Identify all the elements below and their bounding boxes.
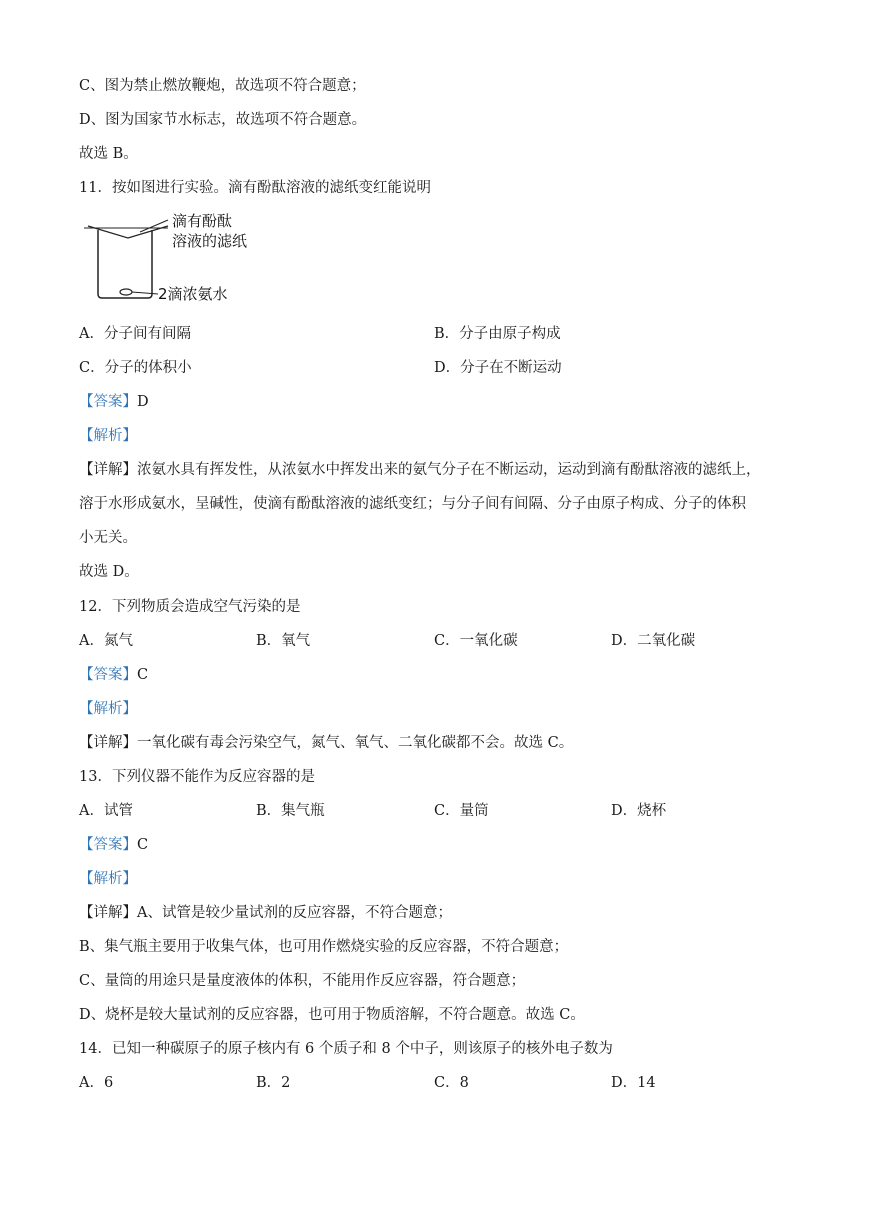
- answer-tag: 【答案】: [79, 667, 137, 683]
- analysis-tag: 【解析】: [79, 428, 137, 444]
- option-b: B．氧气: [256, 633, 311, 649]
- option-a: A．分子间有间隔: [79, 326, 191, 342]
- detail-line-13-a: [79, 903, 452, 923]
- detail-line-11-1: [79, 460, 761, 480]
- analysis-tag-11: [79, 426, 137, 446]
- option-b: B．2: [256, 1075, 291, 1091]
- analysis-tag-12: [79, 699, 137, 719]
- detail-text: A、试管是较少量试剂的反应容器，不符合题意；: [137, 905, 452, 921]
- answer-tag: 【答案】: [79, 394, 137, 410]
- question-stem-13: 13．下列仪器不能作为反应容器的是: [79, 769, 315, 785]
- analysis-tag: 【解析】: [79, 871, 137, 887]
- analysis-tag-13: [79, 869, 137, 889]
- detail-tag: 【详解】: [79, 735, 137, 751]
- option-d: D．二氧化碳: [611, 633, 696, 649]
- detail-line-11-2: 溶于水形成氨水，呈碱性，使滴有酚酞溶液的滤纸变红；与分子间有间隔、分子由原子构成、分子的体积: [79, 496, 746, 512]
- option-b: B．分子由原子构成: [434, 326, 561, 342]
- answer-tag: 【答案】: [79, 837, 137, 853]
- option-a: A．试管: [79, 803, 133, 819]
- detail-tag: 【详解】: [79, 462, 137, 478]
- answer-line-13: [79, 835, 148, 855]
- answer-value: C: [137, 667, 149, 683]
- answer-value: D: [137, 394, 149, 410]
- text-line: C、图为禁止燃放鞭炮，故选项不符合题意；: [79, 78, 366, 94]
- answer-line-12: [79, 665, 148, 685]
- option-a: A．6: [79, 1075, 114, 1091]
- option-d: D．烧杯: [611, 803, 667, 819]
- detail-text: 一氧化碳有毒会污染空气，氮气、氧气、二氧化碳都不会。故选 C。: [137, 735, 574, 751]
- answer-line-11: [79, 392, 149, 412]
- option-c: C．一氧化碳: [434, 633, 518, 649]
- detail-line-13-d: D、烧杯是较大量试剂的反应容器，也可用于物质溶解，不符合题意。故选 C。: [79, 1007, 585, 1023]
- option-c: C．分子的体积小: [79, 360, 192, 376]
- text-line: D、图为国家节水标志，故选项不符合题意。: [79, 112, 367, 128]
- detail-tag: 【详解】: [79, 905, 137, 921]
- option-c: C．量筒: [434, 803, 489, 819]
- figure-label-filter-paper-2: 溶液的滤纸: [172, 232, 248, 250]
- detail-text: 浓氨水具有挥发性，从浓氨水中挥发出来的氨气分子在不断运动，运动到滴有酚酞溶液的滤纸上，: [137, 462, 761, 478]
- detail-line-13-c: C、量筒的用途只是量度液体的体积，不能用作反应容器，符合题意；: [79, 973, 526, 989]
- detail-line-13-b: B、集气瓶主要用于收集气体，也可用作燃烧实验的反应容器，不符合题意；: [79, 939, 569, 955]
- question-stem-14: 14．已知一种碳原子的原子核内有 6 个质子和 8 个中子，则该原子的核外电子数为: [79, 1041, 613, 1057]
- question-stem-11: 11．按如图进行实验。滴有酚酞溶液的滤纸变红能说明: [79, 180, 431, 196]
- detail-line-11-3: 小无关。: [79, 530, 137, 546]
- detail-line-12: [79, 733, 573, 753]
- answer-value: C: [137, 837, 149, 853]
- analysis-tag: 【解析】: [79, 701, 137, 717]
- text-line: 故选 B。: [79, 146, 138, 162]
- beaker-figure: [80, 212, 280, 308]
- option-b: B．集气瓶: [256, 803, 325, 819]
- question-stem-12: 12．下列物质会造成空气污染的是: [79, 599, 301, 615]
- figure-label-filter-paper-1: 滴有酚酞: [172, 212, 233, 230]
- figure-label-ammonia: 2滴浓氨水: [158, 285, 228, 303]
- conclusion-11: 故选 D。: [79, 564, 139, 580]
- option-d: D．14: [611, 1075, 656, 1091]
- beaker-diagram: [80, 212, 170, 308]
- option-c: C．8: [434, 1075, 469, 1091]
- option-d: D．分子在不断运动: [434, 360, 562, 376]
- option-a: A．氮气: [79, 633, 133, 649]
